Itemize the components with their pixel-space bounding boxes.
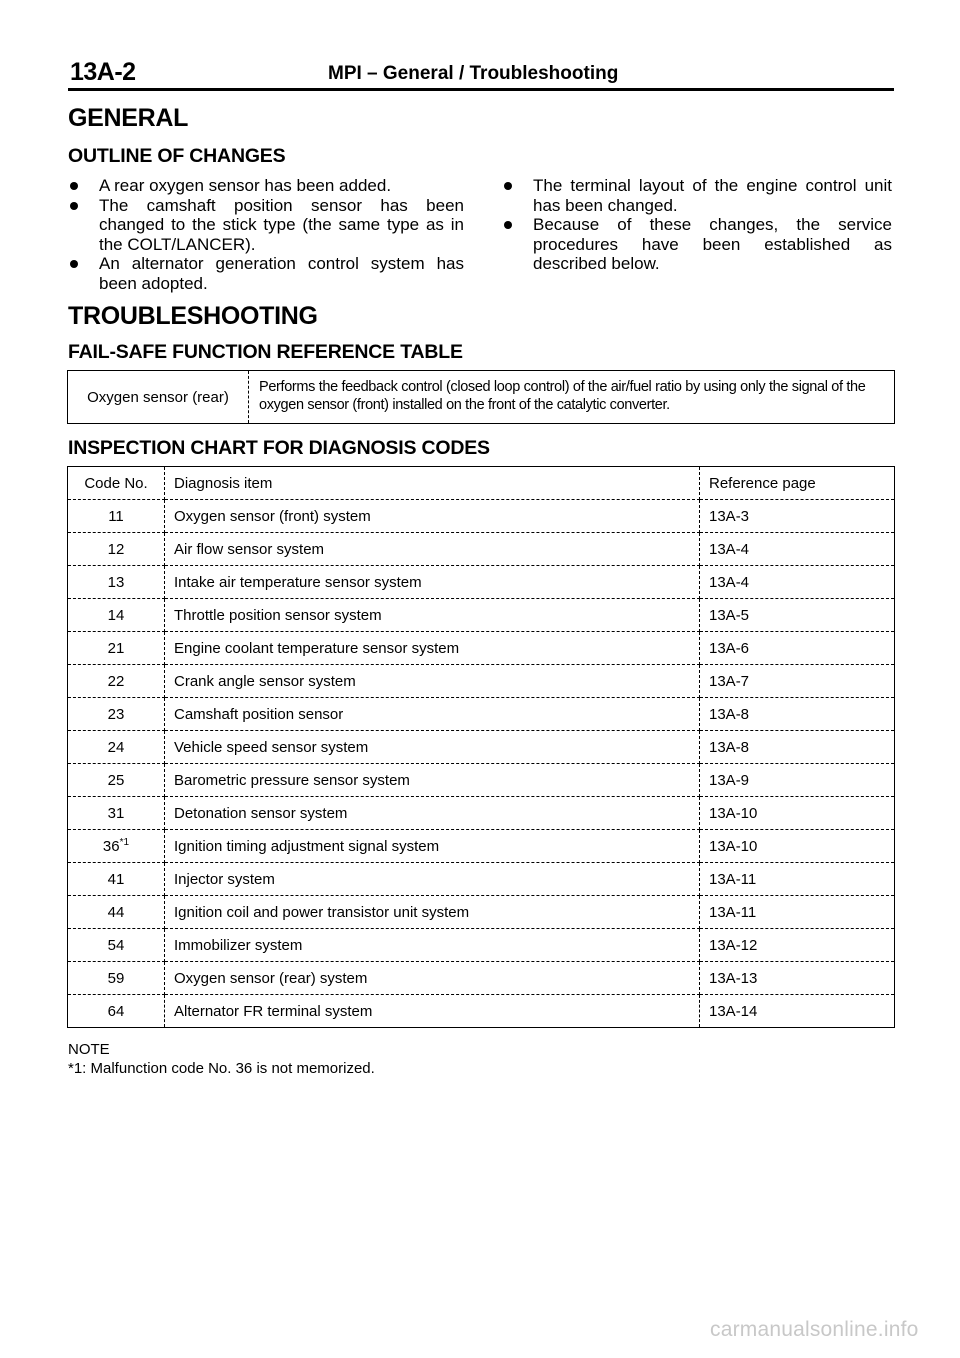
code-cell: 23	[68, 698, 165, 731]
diagnosis-item-cell: Oxygen sensor (rear) system	[165, 962, 700, 995]
reference-page-cell: 13A-3	[700, 500, 895, 533]
bullet-icon	[504, 221, 512, 229]
table-row	[68, 731, 895, 764]
diagnosis-item-cell: Crank angle sensor system	[165, 665, 700, 698]
table-row	[68, 566, 895, 599]
failsafe-heading: FAIL-SAFE FUNCTION REFERENCE TABLE	[68, 341, 463, 363]
code-cell: 41	[68, 863, 165, 896]
diagnosis-item-cell: Engine coolant temperature sensor system	[165, 632, 700, 665]
reference-page-cell: 13A-11	[700, 896, 895, 929]
column-header: Diagnosis item	[165, 467, 700, 500]
watermark: carmanualsonline.info	[710, 1318, 919, 1341]
table-row	[68, 599, 895, 632]
troubleshooting-heading: TROUBLESHOOTING	[68, 302, 318, 330]
code-cell: 24	[68, 731, 165, 764]
diagnosis-item-cell: Ignition timing adjustment signal system	[165, 830, 700, 863]
bullet-icon	[70, 260, 78, 268]
reference-page-cell: 13A-4	[700, 533, 895, 566]
changes-list-left	[68, 176, 464, 294]
outline-of-changes-heading: OUTLINE OF CHANGES	[68, 145, 286, 167]
table-row	[68, 995, 895, 1028]
code-cell: 64	[68, 995, 165, 1028]
failsafe-table	[67, 370, 895, 424]
bullet-icon	[504, 182, 512, 190]
code-cell: 31	[68, 797, 165, 830]
code-cell: 13	[68, 566, 165, 599]
table-row	[68, 698, 895, 731]
reference-page-cell: 13A-9	[700, 764, 895, 797]
column-divider	[248, 371, 249, 423]
list-item: The camshaft position sensor has been changed to the stick type (the same type as in the COLT/LANCER).	[68, 196, 464, 255]
list-item: A rear oxygen sensor has been added.	[68, 176, 464, 196]
table-row	[68, 896, 895, 929]
code-cell: 25	[68, 764, 165, 797]
code-cell: 14	[68, 599, 165, 632]
diagnosis-item-cell: Throttle position sensor system	[165, 599, 700, 632]
diagnosis-item-cell: Ignition coil and power transistor unit system	[165, 896, 700, 929]
reference-page-cell: 13A-13	[700, 962, 895, 995]
note-label: NOTE	[68, 1041, 110, 1058]
code-cell: 22	[68, 665, 165, 698]
reference-page-cell: 13A-6	[700, 632, 895, 665]
list-item: Because of these changes, the service procedures have been established as described below.	[502, 215, 892, 274]
reference-page-cell: 13A-7	[700, 665, 895, 698]
diagnosis-item-cell: Immobilizer system	[165, 929, 700, 962]
changes-list-right	[502, 176, 892, 274]
reference-page-cell: 13A-11	[700, 863, 895, 896]
code-cell: 21	[68, 632, 165, 665]
diagnosis-item-cell: Air flow sensor system	[165, 533, 700, 566]
page-number: 13A-2	[70, 58, 136, 86]
bullet-icon	[70, 182, 78, 190]
page-header	[68, 56, 894, 92]
table-row	[68, 797, 895, 830]
inspection-chart-heading: INSPECTION CHART FOR DIAGNOSIS CODES	[68, 437, 490, 459]
reference-page-cell: 13A-4	[700, 566, 895, 599]
code-cell: 12	[68, 533, 165, 566]
reference-page-cell: 13A-10	[700, 830, 895, 863]
page-title: MPI – General / Troubleshooting	[328, 63, 619, 84]
code-cell: 44	[68, 896, 165, 929]
diagnosis-codes-table	[67, 466, 895, 1028]
list-item: An alternator generation control system has been adopted.	[68, 254, 464, 293]
table-row	[68, 962, 895, 995]
footnote-marker: *1	[119, 837, 130, 848]
diagnosis-item-cell: Intake air temperature sensor system	[165, 566, 700, 599]
failsafe-item: Oxygen sensor (rear)	[87, 388, 229, 406]
code-cell: 54	[68, 929, 165, 962]
reference-page-cell: 13A-14	[709, 1002, 758, 1020]
general-heading: GENERAL	[68, 104, 189, 132]
code-cell: 11	[68, 500, 165, 533]
diagnosis-item-cell: Alternator FR terminal system	[165, 995, 700, 1028]
code-cell: 36$^{*1}$	[68, 830, 165, 863]
list-item: The terminal layout of the engine control unit has been changed.	[502, 176, 892, 215]
failsafe-description: Performs the feedback control (closed loop control) of the air/fuel ratio by using only the signal of the oxygen sensor (front) installed on the front of the catalytic converter.	[259, 379, 866, 413]
table-row	[68, 929, 895, 962]
bullet-icon	[70, 202, 78, 210]
table-row	[68, 863, 895, 896]
diagnosis-item-cell: Injector system	[165, 863, 700, 896]
reference-page-cell: 13A-5	[700, 599, 895, 632]
code-cell: 59	[68, 962, 165, 995]
diagnosis-item-cell: Barometric pressure sensor system	[165, 764, 700, 797]
table-row	[68, 632, 895, 665]
note-text: *1: Malfunction code No. 36 is not memorized.	[68, 1060, 375, 1077]
column-header: Code No.	[68, 467, 165, 500]
reference-page-cell: 13A-8	[700, 731, 895, 764]
column-header: Reference page	[700, 467, 895, 500]
diagnosis-item-cell: Detonation sensor system	[165, 797, 700, 830]
diagnosis-item-cell: Camshaft position sensor	[165, 698, 700, 731]
reference-page-cell: 13A-10	[700, 797, 895, 830]
diagnosis-item-cell: Oxygen sensor (front) system	[165, 500, 700, 533]
table-row	[68, 830, 895, 863]
note	[68, 1040, 375, 1078]
reference-page-cell: 13A-8	[700, 698, 895, 731]
table-row	[68, 533, 895, 566]
table-row	[68, 665, 895, 698]
header-rule	[68, 88, 894, 91]
diagnosis-item-cell: Vehicle speed sensor system	[165, 731, 700, 764]
table-row	[68, 764, 895, 797]
reference-page-cell: 13A-12	[700, 929, 895, 962]
table-header-row	[68, 467, 895, 500]
table-row	[68, 500, 895, 533]
